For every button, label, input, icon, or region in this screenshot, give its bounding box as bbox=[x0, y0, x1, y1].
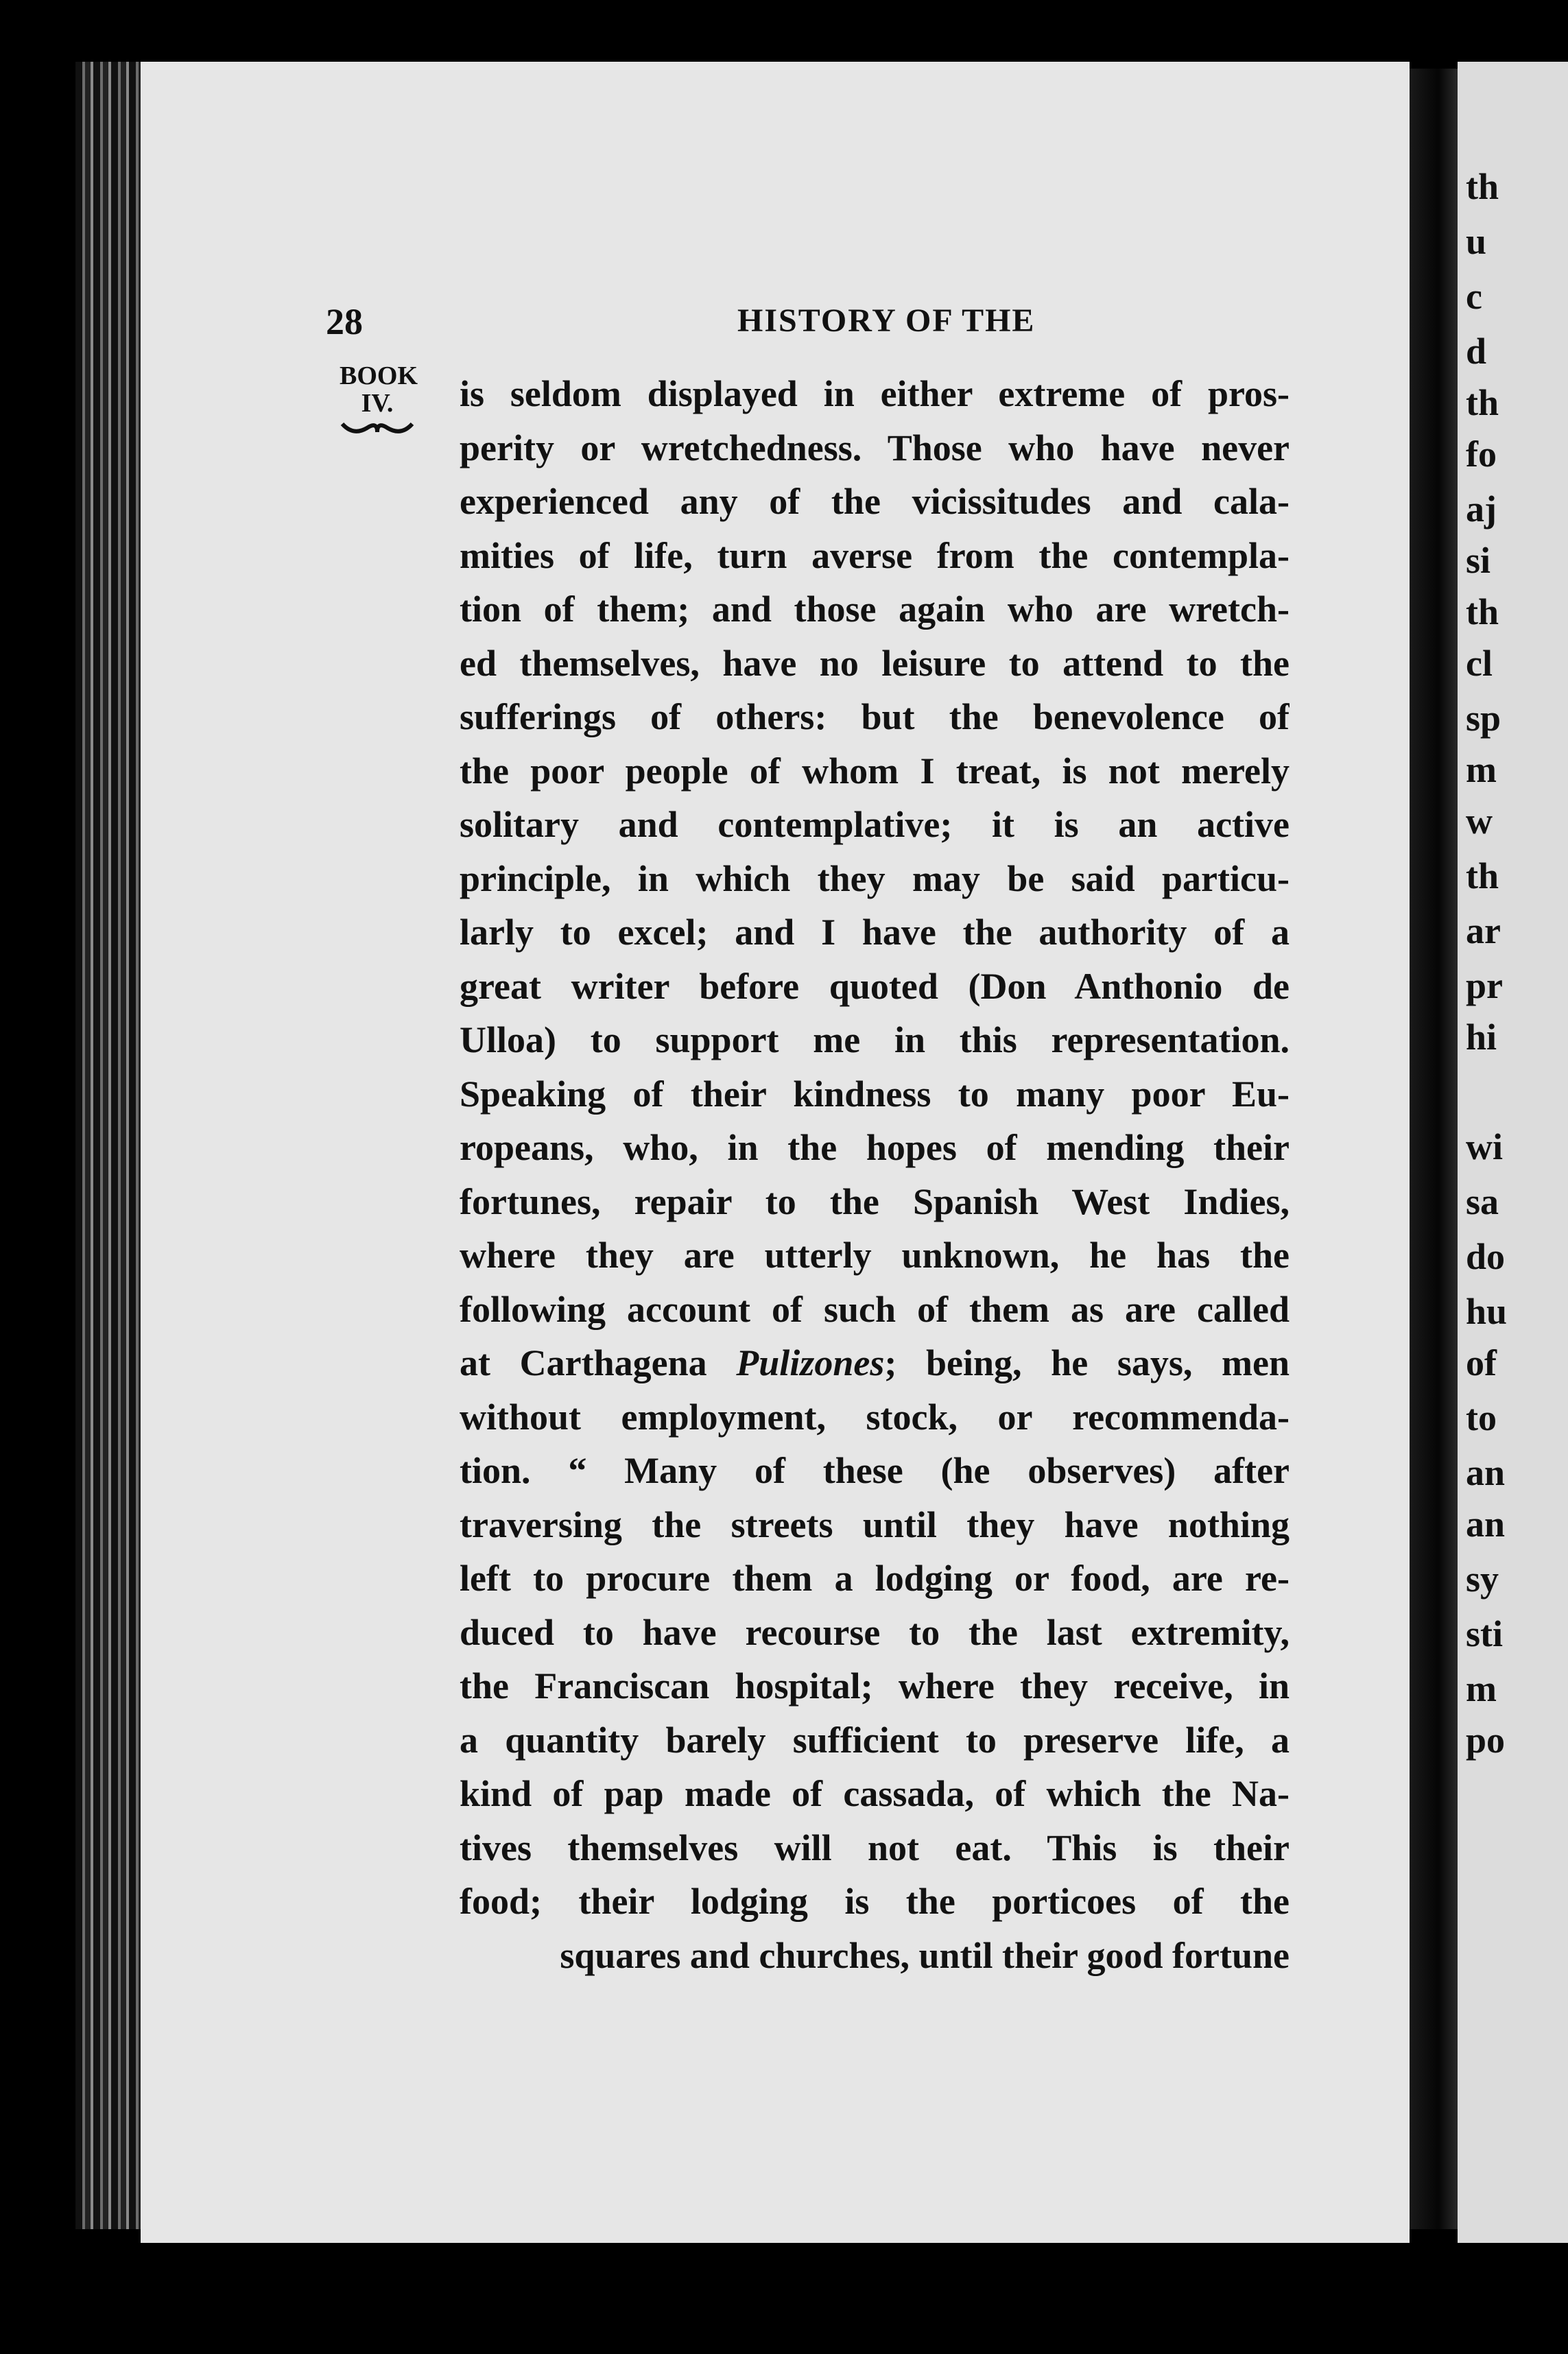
facing-page-fragment: th bbox=[1466, 382, 1499, 423]
facing-page-fragment: w bbox=[1466, 800, 1493, 842]
facing-page-fragment: aj bbox=[1466, 488, 1497, 530]
facing-page-fragment: c bbox=[1466, 276, 1482, 317]
text-line: tives themselves will not eat. This is their bbox=[460, 1827, 1290, 1868]
facing-page-fragment: m bbox=[1466, 1668, 1497, 1709]
facing-page-fragment: hi bbox=[1466, 1016, 1497, 1058]
text-line: Speaking of their kindness to many poor Eu- bbox=[460, 1073, 1290, 1115]
text-line: kind of pap made of cassada, of which the Na- bbox=[460, 1773, 1290, 1814]
text-line: the Franciscan hospital; where they receive, in bbox=[460, 1665, 1290, 1707]
text-line: fortunes, repair to the Spanish West Indies, bbox=[460, 1180, 1290, 1222]
text-line: larly to excel; and I have the authority of a bbox=[460, 912, 1290, 953]
text-line: following account of such of them as are called bbox=[460, 1288, 1290, 1330]
facing-page-fragment: sa bbox=[1466, 1181, 1499, 1222]
facing-page bbox=[1458, 62, 1568, 2243]
facing-page-fragment: wi bbox=[1466, 1126, 1503, 1167]
facing-page-fragment: an bbox=[1466, 1452, 1506, 1493]
facing-page-fragment: pr bbox=[1466, 965, 1503, 1006]
text-line: tion of them; and those again who are wretch- bbox=[460, 588, 1290, 630]
facing-page-fragment: th bbox=[1466, 591, 1499, 632]
facing-page-fragment: d bbox=[1466, 331, 1487, 372]
facing-page-fragment: hu bbox=[1466, 1291, 1508, 1332]
body-text bbox=[460, 367, 1290, 1982]
page-gutter bbox=[1410, 69, 1458, 2229]
text-line: sufferings of others: but the benevolence of bbox=[460, 696, 1290, 737]
text-line: solitary and contemplative; it is an active bbox=[460, 804, 1290, 845]
text-line: at Carthagena Pulizones; being, he says, men bbox=[460, 1342, 1290, 1383]
text-line: experienced any of the vicissitudes and cala- bbox=[460, 481, 1290, 522]
text-line: without employment, stock, or recommenda- bbox=[460, 1396, 1290, 1438]
text-line: traversing the streets until they have nothing bbox=[460, 1503, 1290, 1545]
italic-term: Pulizones bbox=[736, 1342, 885, 1383]
brace-ornament-icon bbox=[340, 418, 415, 439]
book-binding-edge bbox=[75, 62, 144, 2229]
text-line: duced to have recourse to the last extremity, bbox=[460, 1611, 1290, 1653]
facing-page-fragment: sti bbox=[1466, 1613, 1503, 1654]
facing-page-fragment: th bbox=[1466, 166, 1499, 207]
facing-page-fragment: po bbox=[1466, 1720, 1506, 1761]
text-line: principle, in which they may be said particu- bbox=[460, 857, 1290, 899]
text-line: the poor people of whom I treat, is not merely bbox=[460, 750, 1290, 792]
running-head: HISTORY OF THE bbox=[737, 302, 1036, 339]
facing-page-fragment: m bbox=[1466, 749, 1497, 790]
margin-label-volume: IV. bbox=[361, 389, 394, 418]
text-line: perity or wretchedness. Those who have never bbox=[460, 427, 1290, 468]
facing-page-fragment: sy bbox=[1466, 1558, 1499, 1600]
text-line: left to procure them a lodging or food, are re- bbox=[460, 1558, 1290, 1599]
text-line: tion. “ Many of these (he observes) after bbox=[460, 1450, 1290, 1491]
margin-label bbox=[340, 361, 418, 439]
facing-page-fragment: do bbox=[1466, 1236, 1506, 1277]
text-line: mities of life, turn averse from the contempla- bbox=[460, 534, 1290, 576]
facing-page-fragment: cl bbox=[1466, 643, 1493, 684]
text-line: Ulloa) to support me in this representation. bbox=[460, 1019, 1290, 1060]
text-line: a quantity barely sufficient to preserve life, a bbox=[460, 1719, 1290, 1761]
page-number: 28 bbox=[326, 301, 363, 342]
facing-page-fragment: of bbox=[1466, 1342, 1497, 1383]
text-line: is seldom displayed in either extreme of pros- bbox=[460, 373, 1290, 414]
facing-page-fragment: to bbox=[1466, 1397, 1497, 1438]
facing-page-fragment: si bbox=[1466, 540, 1491, 581]
text-line: ed themselves, have no leisure to attend to the bbox=[460, 642, 1290, 684]
text-line: ropeans, who, in the hopes of mending their bbox=[460, 1127, 1290, 1168]
text-line: squares and churches, until their good fortune bbox=[560, 1934, 1290, 1976]
facing-page-fragment: th bbox=[1466, 855, 1499, 896]
margin-label-book: BOOK bbox=[340, 361, 418, 390]
facing-page-fragment: u bbox=[1466, 221, 1487, 262]
facing-page-fragment: fo bbox=[1466, 433, 1497, 475]
facing-page-fragment: sp bbox=[1466, 698, 1501, 739]
facing-page-fragment: ar bbox=[1466, 910, 1501, 951]
text-line: great writer before quoted (Don Anthonio de bbox=[460, 965, 1290, 1007]
text-line: where they are utterly unknown, he has the bbox=[460, 1235, 1290, 1276]
text-line: food; their lodging is the porticoes of the bbox=[460, 1881, 1290, 1922]
facing-page-fragment: an bbox=[1466, 1503, 1506, 1545]
